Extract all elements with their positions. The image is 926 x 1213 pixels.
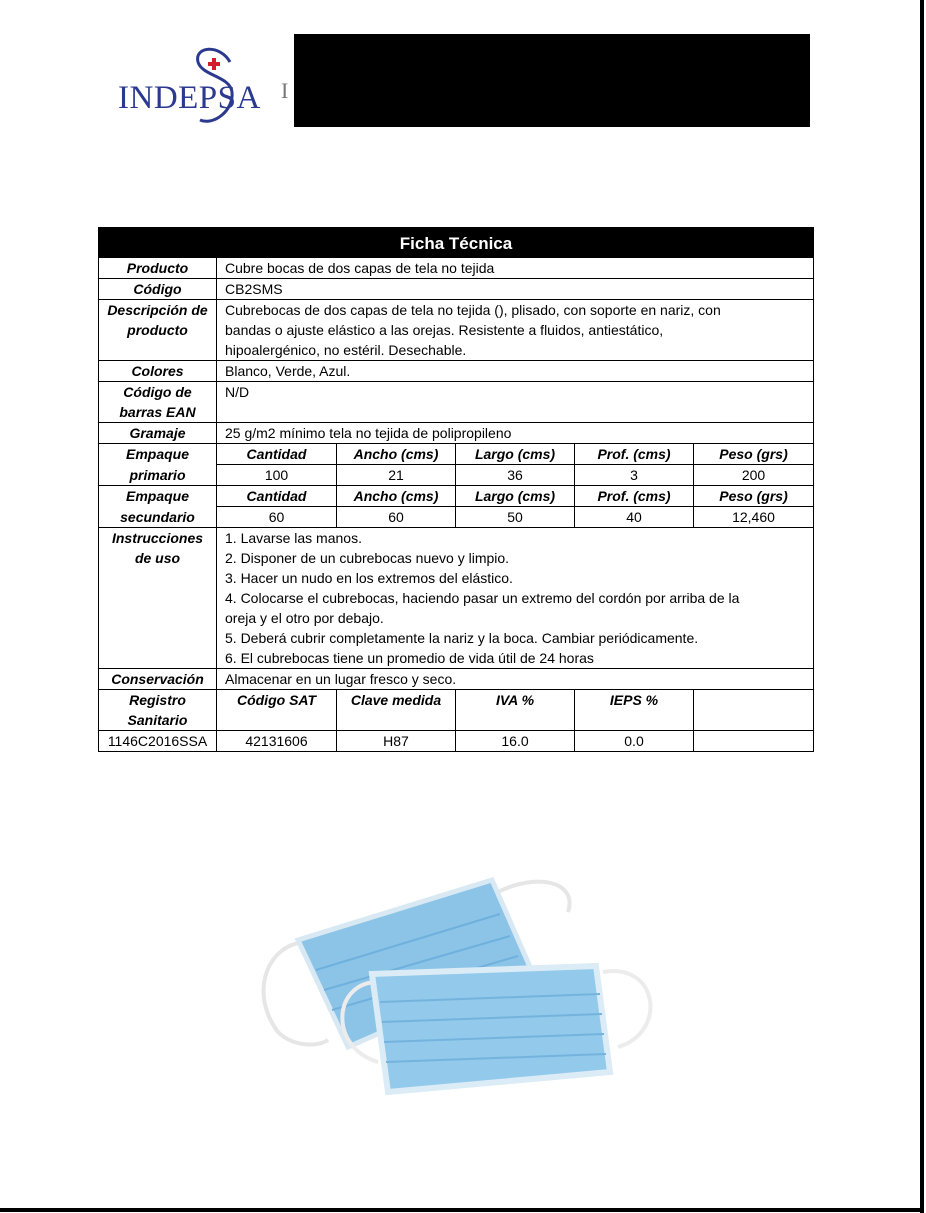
colores-label: Colores	[99, 361, 217, 382]
instruction-step: 5. Deberá cubrir completamente la nariz y la boca. Cambiar periódicamente.	[225, 630, 699, 646]
descripcion-label-line: producto	[127, 322, 188, 338]
col-ancho-header: Ancho (cms)	[337, 444, 456, 465]
ean-row	[99, 382, 814, 423]
descripcion-value	[217, 300, 814, 361]
gramaje-row	[99, 423, 814, 444]
registro-label	[99, 690, 217, 731]
secundario-label-line: secundario	[99, 507, 217, 528]
secundario-values-row	[99, 507, 814, 528]
secundario-largo: 50	[456, 507, 575, 528]
col-sat-header: Código SAT	[217, 690, 337, 731]
descripcion-label	[99, 300, 217, 361]
primario-cantidad: 100	[217, 465, 337, 486]
primario-largo: 36	[456, 465, 575, 486]
producto-value: Cubre bocas de dos capas de tela no tejida	[217, 258, 814, 279]
title-row	[99, 228, 814, 258]
instrucciones-label-line: Instrucciones	[111, 530, 204, 546]
primario-prof: 3	[575, 465, 694, 486]
primario-label: Empaque	[99, 444, 217, 465]
col-cantidad-header: Cantidad	[217, 486, 337, 507]
descripcion-line: bandas o ajuste elástico a las orejas. Resistente a fluidos, antiestático,	[225, 322, 664, 338]
instruction-step: 3. Hacer un nudo en los extremos del elástico.	[225, 570, 513, 586]
instruction-step: 1. Lavarse las manos.	[225, 530, 362, 546]
logo-tail-text: I	[281, 78, 289, 103]
iva-value: 16.0	[456, 731, 575, 752]
registro-label-line: Sanitario	[127, 712, 188, 728]
codigo-label: Código	[99, 279, 217, 300]
page-border-right	[920, 0, 924, 1213]
sat-value: 42131606	[217, 731, 337, 752]
instruction-step: 6. El cubrebocas tiene un promedio de vida útil de 24 horas	[225, 650, 594, 666]
secundario-cantidad: 60	[217, 507, 337, 528]
sheet-title: Ficha Técnica	[99, 228, 814, 258]
ean-label-line: Código de	[123, 384, 192, 400]
primario-header-row	[99, 444, 814, 465]
conservacion-row	[99, 669, 814, 690]
instrucciones-row	[99, 528, 814, 669]
col-largo-header: Largo (cms)	[456, 486, 575, 507]
col-prof-header: Prof. (cms)	[575, 444, 694, 465]
col-iva-header: IVA %	[456, 690, 575, 731]
company-logo	[118, 40, 289, 135]
instruction-step: oreja y el otro por debajo.	[225, 610, 384, 626]
ean-value: N/D	[217, 382, 814, 423]
secundario-label: Empaque	[99, 486, 217, 507]
page-border-bottom	[0, 1208, 924, 1212]
conservacion-value: Almacenar en un lugar fresco y seco.	[217, 669, 814, 690]
logo-text: INDEPSA	[118, 80, 261, 116]
ean-label	[99, 382, 217, 423]
colores-value: Blanco, Verde, Azul.	[217, 361, 814, 382]
clave-value: H87	[337, 731, 456, 752]
col-cantidad-header: Cantidad	[217, 444, 337, 465]
ean-label-line: barras EAN	[119, 404, 196, 420]
descripcion-line: Cubrebocas de dos capas de tela no tejida (), plisado, con soporte en nariz, con	[225, 302, 721, 318]
gramaje-label: Gramaje	[99, 423, 217, 444]
secundario-ancho: 60	[337, 507, 456, 528]
descripcion-label-line: Descripción de	[107, 302, 208, 318]
producto-row	[99, 258, 814, 279]
col-peso-header: Peso (grs)	[694, 486, 814, 507]
primario-ancho: 21	[337, 465, 456, 486]
conservacion-label: Conservación	[99, 669, 217, 690]
empty-value-cell	[694, 731, 814, 752]
registro-values-row	[99, 731, 814, 752]
ieps-value: 0.0	[575, 731, 694, 752]
col-clave-header: Clave medida	[337, 690, 456, 731]
primario-values-row	[99, 465, 814, 486]
primario-label-line: primario	[99, 465, 217, 486]
empty-header-cell	[694, 690, 814, 731]
descripcion-row	[99, 300, 814, 361]
registro-header-row	[99, 690, 814, 731]
instrucciones-label	[99, 528, 217, 669]
codigo-row	[99, 279, 814, 300]
col-peso-header: Peso (grs)	[694, 444, 814, 465]
secundario-prof: 40	[575, 507, 694, 528]
gramaje-value: 25 g/m2 mínimo tela no tejida de polipropileno	[217, 423, 814, 444]
instrucciones-value	[217, 528, 814, 669]
instruction-step: 2. Disponer de un cubrebocas nuevo y limpio.	[225, 550, 510, 566]
primario-peso: 200	[694, 465, 814, 486]
technical-sheet-table	[98, 227, 814, 752]
secundario-header-row	[99, 486, 814, 507]
descripcion-line: hipoalergénico, no estéril. Desechable.	[225, 342, 467, 358]
codigo-value: CB2SMS	[217, 279, 814, 300]
col-ancho-header: Ancho (cms)	[337, 486, 456, 507]
registro-value: 1146C2016SSA	[99, 731, 217, 752]
redaction-block	[294, 34, 810, 127]
col-largo-header: Largo (cms)	[456, 444, 575, 465]
registro-label-line: Registro	[129, 692, 186, 708]
col-prof-header: Prof. (cms)	[575, 486, 694, 507]
secundario-peso: 12,460	[694, 507, 814, 528]
instrucciones-label-line: de uso	[134, 550, 181, 566]
col-ieps-header: IEPS %	[575, 690, 694, 731]
face-mask-image	[248, 862, 666, 1102]
instruction-step: 4. Colocarse el cubrebocas, haciendo pasar un extremo del cordón por arriba de la	[225, 590, 740, 606]
producto-label: Producto	[99, 258, 217, 279]
colores-row	[99, 361, 814, 382]
